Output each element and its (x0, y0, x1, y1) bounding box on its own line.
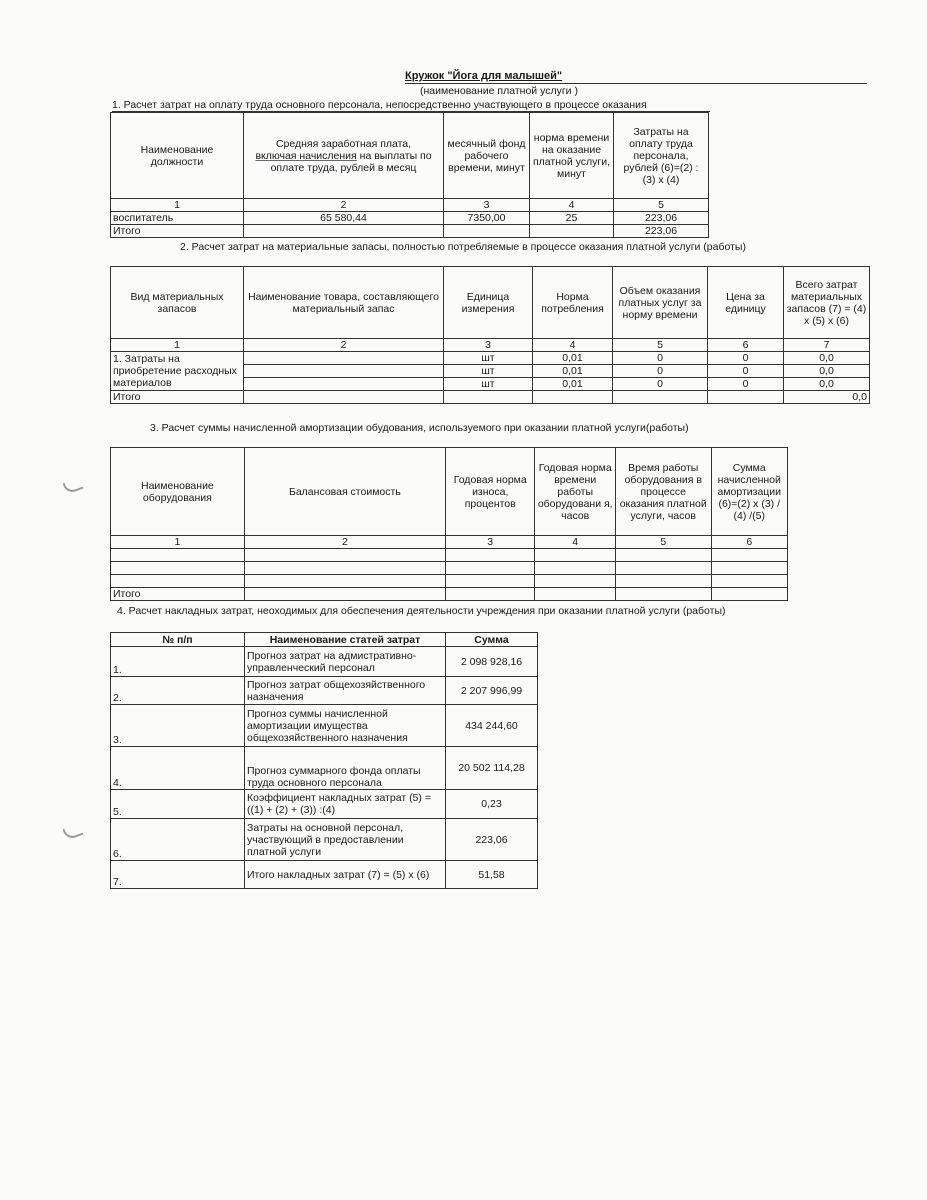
materials-header-volume: Объем оказания платных услуг за норму времени (613, 267, 708, 339)
section3-caption: 3. Расчет суммы начисленной амортизации обудования, используемого при оказании платной услуги(работы) (150, 422, 689, 434)
materials-row-unit: шт (444, 378, 533, 391)
service-title: Кружок "Йога для малышей" (405, 70, 563, 82)
materials-row-price: 0 (708, 352, 784, 365)
depreciation-colnum: 2 (244, 536, 445, 549)
materials-header-price: Цена за единицу (708, 267, 784, 339)
overhead-header-sum: Сумма (446, 633, 538, 647)
materials-row-total: 0,0 (784, 352, 870, 365)
depreciation-header-service-hours: Время работы оборудования в процессе оказания платной услуги, часов (615, 448, 711, 536)
overhead-row-sum: 2 098 928,16 (446, 647, 538, 677)
depreciation-colnum: 5 (615, 536, 711, 549)
materials-table (110, 266, 870, 404)
overhead-header-num: № п/п (111, 633, 245, 647)
overhead-row-name: Итого накладных затрат (7) = (5) х (6) (245, 861, 446, 889)
section1-caption: 1. Расчет затрат на оплату труда основного персонала, непосредственно участвующего в процессе оказания (112, 99, 647, 111)
materials-total-label: Итого (111, 391, 244, 404)
depreciation-header-annual-hours: Годовая норма времени работы оборудовани я, часов (535, 448, 615, 536)
materials-colnum: 1 (111, 339, 244, 352)
overhead-row-name: Прогноз суммы начисленной амортизации имущества общехозяйственного назначения (245, 705, 446, 747)
overhead-row-sum: 2 207 996,99 (446, 677, 538, 705)
punch-hole-mark (62, 477, 83, 494)
materials-row-unit: шт (444, 352, 533, 365)
labor-header-salary (244, 113, 444, 199)
labor-colnum: 5 (614, 199, 709, 212)
overhead-row-name: Прогноз суммарного фонда оплаты труда основного персонала (245, 747, 446, 790)
materials-colnum: 5 (613, 339, 708, 352)
materials-row-volume: 0 (613, 365, 708, 378)
title-rule (405, 83, 867, 84)
overhead-row-name: Прогноз затрат общехозяйственного назначения (245, 677, 446, 705)
depreciation-header-equipment: Наименование оборудования (111, 448, 245, 536)
depreciation-total-label: Итого (111, 588, 245, 601)
materials-row-total: 0,0 (784, 378, 870, 391)
labor-header-fund: месячный фонд рабочего времени, минут (444, 113, 530, 199)
section2-caption: 2. Расчет затрат на материальные запасы, полностью потребляемые в процессе оказания платной услуги (работы) (180, 241, 746, 253)
labor-total-label: Итого (111, 225, 244, 238)
overhead-table (110, 632, 538, 889)
depreciation-header-book-value: Балансовая стоимость (244, 448, 445, 536)
overhead-header-name: Наименование статей затрат (245, 633, 446, 647)
labor-row-norm: 25 (530, 212, 614, 225)
labor-header-salary-a: Средняя заработная плата, (275, 137, 412, 150)
overhead-row-sum: 20 502 114,28 (446, 747, 538, 790)
materials-row-volume: 0 (613, 378, 708, 391)
section4-caption: 4. Расчет накладных затрат, неоходимых для обеспечения деятельности учреждения при оказании платной услуги (работы) (117, 605, 726, 617)
overhead-row-num: 7. (111, 861, 245, 889)
labor-colnum: 2 (244, 199, 444, 212)
service-subtitle: (наименование платной услуги ) (420, 85, 578, 97)
materials-header-total: Всего затрат материальных запасов (7) = (4) х (5) х (6) (784, 267, 870, 339)
labor-total-value: 223,06 (614, 225, 709, 238)
labor-header-norm: норма времени на оказание платной услуги, минут (530, 113, 614, 199)
materials-header-unit: Единица измерения (444, 267, 533, 339)
overhead-row-num: 1. (111, 647, 245, 677)
overhead-row-name: Затраты на основной персонал, участвующий в предоставлении платной услуги (245, 819, 446, 861)
materials-row-unit: шт (444, 365, 533, 378)
depreciation-colnum: 4 (535, 536, 615, 549)
labor-row-fund: 7350,00 (444, 212, 530, 225)
materials-group-label: 1. Затраты на приобретение расходных материалов (111, 352, 244, 391)
overhead-row-name: Прогноз затрат на адмистративно-управленческий персонал (245, 647, 446, 677)
labor-header-cost: Затраты на оплату труда персонала, рублей (6)=(2) : (3) х (4) (614, 113, 709, 199)
labor-header-salary-b: включая начисления (255, 149, 357, 162)
materials-colnum: 3 (444, 339, 533, 352)
overhead-row-num: 3. (111, 705, 245, 747)
materials-row-price: 0 (708, 365, 784, 378)
materials-row-price: 0 (708, 378, 784, 391)
overhead-row-sum: 51,58 (446, 861, 538, 889)
materials-row-norm: 0,01 (533, 378, 613, 391)
depreciation-colnum: 1 (111, 536, 245, 549)
labor-header-position: Наименование должности (111, 113, 244, 199)
labor-row-salary: 65 580,44 (244, 212, 444, 225)
labor-row-position: воспитатель (111, 212, 244, 225)
materials-row-norm: 0,01 (533, 365, 613, 378)
punch-hole-mark (62, 823, 83, 840)
materials-header-norm: Норма потребления (533, 267, 613, 339)
labor-colnum: 4 (530, 199, 614, 212)
depreciation-colnum: 6 (711, 536, 787, 549)
overhead-row-num: 4. (111, 747, 245, 790)
materials-colnum: 4 (533, 339, 613, 352)
depreciation-colnum: 3 (445, 536, 535, 549)
materials-header-item: Наименование товара, составляющего материальный запас (244, 267, 444, 339)
overhead-row-name: Коэффициент накладных затрат (5) = ((1) + (2) + (3)) :(4) (245, 790, 446, 819)
depreciation-header-amount: Сумма начисленной амортизации (6)=(2) х (3) / (4) /(5) (711, 448, 787, 536)
overhead-row-sum: 223,06 (446, 819, 538, 861)
materials-row-norm: 0,01 (533, 352, 613, 365)
labor-cost-table (110, 112, 709, 238)
materials-colnum: 2 (244, 339, 444, 352)
overhead-row-sum: 0,23 (446, 790, 538, 819)
overhead-row-num: 6. (111, 819, 245, 861)
labor-colnum: 3 (444, 199, 530, 212)
overhead-row-num: 2. (111, 677, 245, 705)
depreciation-header-wear-rate: Годовая норма износа, процентов (445, 448, 535, 536)
materials-row-total: 0,0 (784, 365, 870, 378)
materials-header-type: Вид материальных запасов (111, 267, 244, 339)
materials-colnum: 6 (708, 339, 784, 352)
labor-colnum: 1 (111, 199, 244, 212)
materials-total-value: 0,0 (784, 391, 870, 404)
materials-row-volume: 0 (613, 352, 708, 365)
labor-row-cost: 223,06 (614, 212, 709, 225)
labor-header-salary-c: на выплаты по оплате труда, рублей в месяц (270, 149, 432, 174)
depreciation-table (110, 447, 788, 601)
materials-colnum: 7 (784, 339, 870, 352)
overhead-row-num: 5. (111, 790, 245, 819)
overhead-row-sum: 434 244,60 (446, 705, 538, 747)
